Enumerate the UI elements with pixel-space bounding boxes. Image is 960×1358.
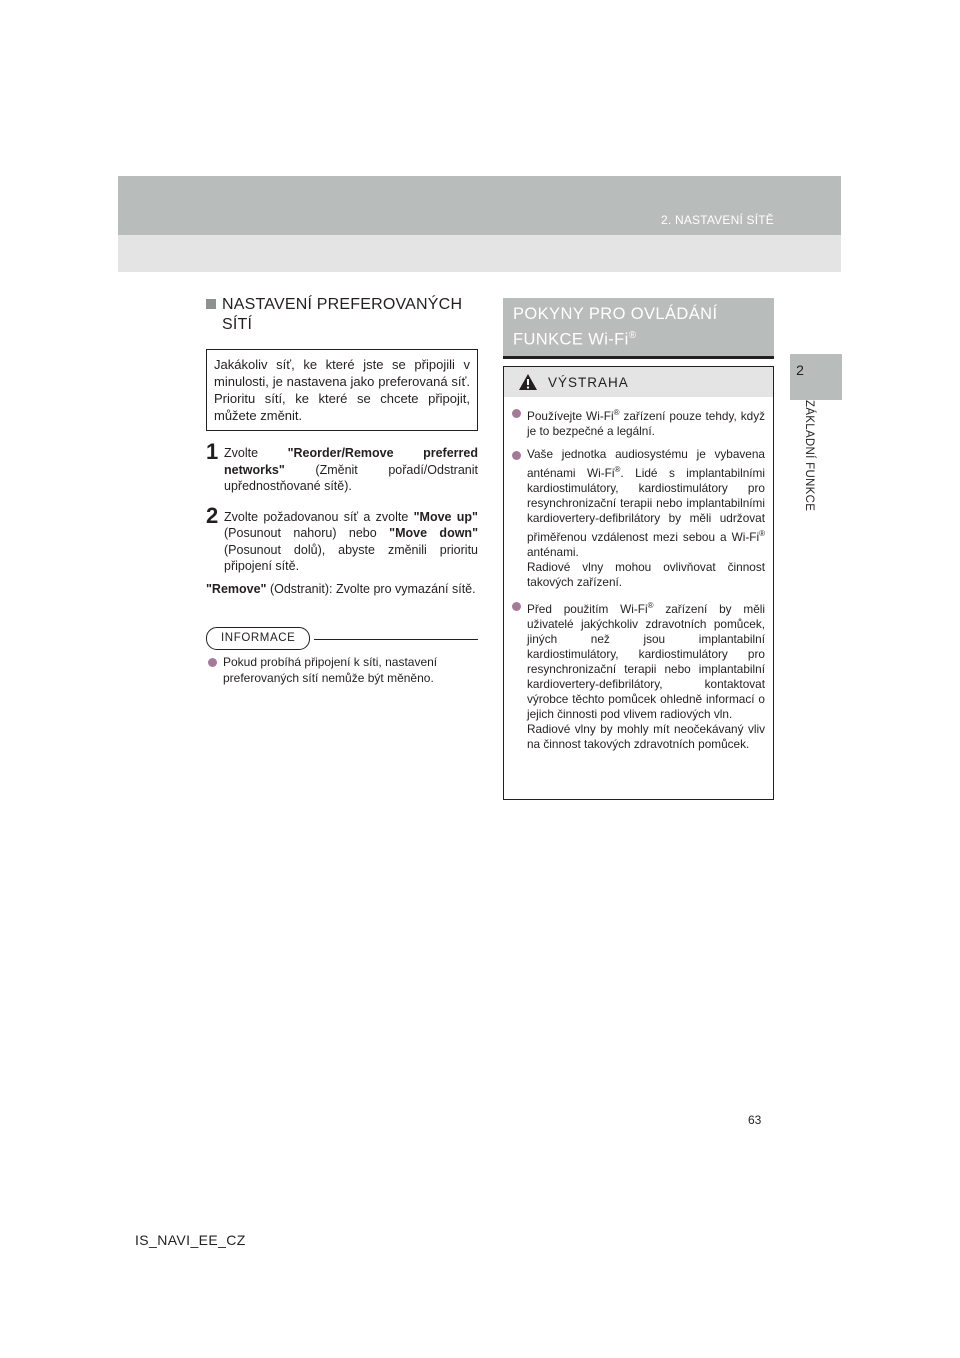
step-number: 2: [206, 502, 219, 528]
warning-header: [504, 367, 773, 397]
warning-item-text: [527, 405, 765, 439]
warning-text-part: Vaše jednotka audiosystému je vybavena anténami Wi-Fi: [527, 446, 765, 480]
step-option: "Reorder/Remove preferred networks": [224, 446, 478, 477]
bullet-icon: [208, 658, 217, 667]
left-column: [206, 295, 478, 686]
section-title-line-2-text: FUNKCE Wi-Fi: [513, 330, 629, 349]
step-text-part: (Posunout dolů), abyste změnili prioritu připojení sítě.: [224, 542, 478, 573]
warning-text-part: anténami.: [527, 544, 579, 559]
step-text-part: (Změnit pořadí/Odstranit upřednostňované sítě).: [224, 462, 478, 493]
registered-mark: ®: [759, 528, 765, 538]
warning-text-part: Před použitím Wi-Fi: [527, 601, 648, 616]
chapter-number: 2: [796, 362, 804, 378]
warning-item: [506, 447, 765, 590]
step-text-part: Zvolte: [224, 446, 288, 460]
section-title-line-1: POKYNY PRO OVLÁDÁNÍ: [513, 305, 718, 323]
step-1: [206, 441, 478, 495]
step-option: "Move up": [413, 509, 478, 524]
document-code: IS_NAVI_EE_CZ: [135, 1232, 246, 1248]
info-item: [206, 654, 478, 686]
step-text-part: (Posunout nahoru) nebo: [224, 526, 390, 540]
warning-item-text: [527, 447, 765, 590]
info-item-text: Pokud probíhá připojení k síti, nastavení preferovaných sítí nemůže být měněno.: [223, 654, 438, 685]
remove-text: (Odstranit): Zvolte pro vymazání sítě.: [266, 581, 476, 596]
warning-text-part: . Lidé s implantabilními kardiostimulátory, kardiostimulátory pro resynchronizační terapii nebo implantabilními kardiovertery-defibrilátory by měli udržovat přiměřenou vzdálenost mezi sebou a Wi-Fi: [527, 465, 765, 544]
bullet-icon: [512, 602, 521, 611]
square-bullet-icon: [206, 299, 216, 309]
registered-mark: ®: [613, 408, 620, 417]
chapter-label: ZÁKLADNÍ FUNKCE: [803, 400, 815, 512]
info-label: INFORMACE: [206, 627, 310, 650]
step-text: [224, 441, 478, 495]
bullet-icon: [512, 409, 521, 418]
registered-mark: ®: [614, 464, 621, 474]
warning-box: [503, 366, 774, 800]
info-box: [206, 627, 478, 686]
warning-item-text: [527, 598, 765, 752]
warning-text-part: zařízení pouze tehdy, když je to bezpečné a legální.: [527, 408, 766, 438]
step-option: "Move down": [389, 526, 478, 540]
step-text-part: Zvolte požadovanou síť a zvolte: [224, 509, 414, 524]
warning-item: [506, 598, 765, 752]
warning-text-part: Používejte Wi-Fi: [527, 408, 614, 423]
header-band-lower: [118, 235, 841, 272]
warning-text-part: zařízení by měli uživatelé jakýchkoliv zdravotních pomůcek, jiných než jsou implantabilní kardiostimulátory, kardiostimulátory pro resynchronizační terapii nebo implantabilní kardiovertery-defibrilátory, kontaktovat výrobce těchto pomůcek ohledně informací o jejich činnosti pod vlivem radiových vln.: [527, 601, 765, 721]
step-2: [206, 502, 478, 575]
info-rule: [314, 639, 478, 640]
warning-text-part: Radiové vlny mohou ovlivňovat činnost takových zařízení.: [527, 559, 765, 589]
subsection-heading-text: NASTAVENÍ PREFEROVANÝCH SÍTÍ: [222, 296, 463, 333]
warning-title: VÝSTRAHA: [548, 374, 629, 390]
right-column: [503, 298, 774, 800]
page-number: 63: [748, 1113, 762, 1127]
subsection-heading: [206, 295, 478, 335]
section-title: 2. NASTAVENÍ SÍTĚ: [661, 213, 774, 227]
warning-item: [506, 405, 765, 439]
section-title-box: [503, 298, 774, 359]
remove-note: [206, 581, 478, 598]
section-title-line-2: [513, 325, 764, 351]
warning-triangle-icon: [518, 373, 538, 391]
step-text: [224, 505, 478, 575]
bullet-icon: [512, 451, 521, 460]
remove-option: "Remove": [206, 581, 267, 596]
registered-mark: ®: [647, 600, 654, 610]
registered-mark: ®: [628, 330, 637, 341]
intro-box: Jakákoliv síť, ke které jste se připojili v minulosti, je nastavena jako preferovaná síť. Prioritu sítí, ke které se chcete připojit, můžete změnit.: [206, 349, 478, 431]
warning-text-part: Radiové vlny by mohly mít neočekávaný vliv na činnost takových zdravotních pomůcek.: [527, 721, 765, 751]
step-number: 1: [206, 439, 219, 464]
